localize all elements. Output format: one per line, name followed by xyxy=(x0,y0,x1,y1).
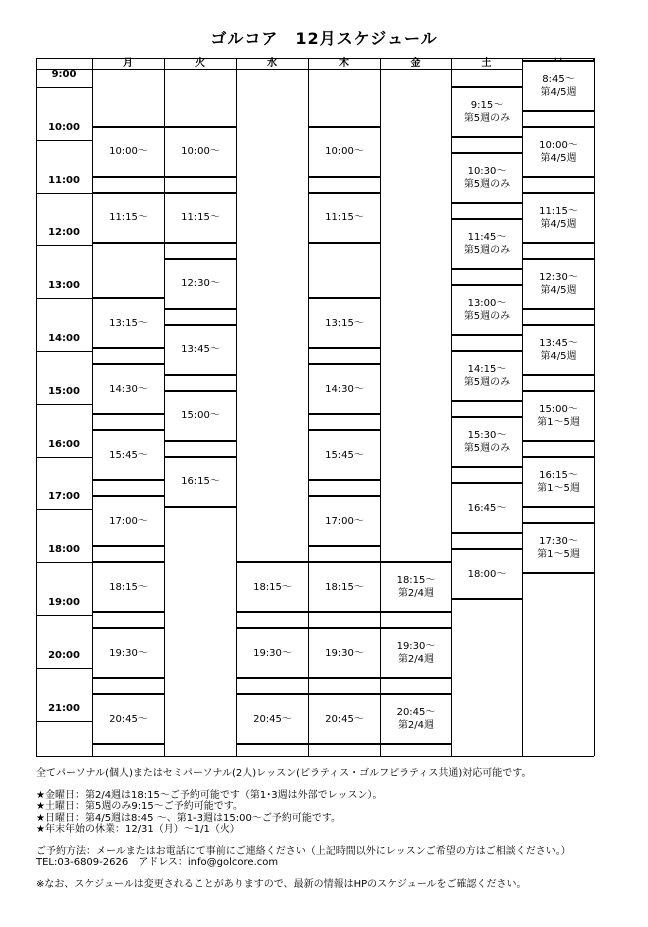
lesson-time: 19:30～ xyxy=(396,641,436,653)
time-label: 11:00 xyxy=(48,174,80,186)
lesson-time: 13:15～ xyxy=(325,317,364,329)
lesson-week-note: 第5週のみ xyxy=(463,245,511,257)
lesson-time: 16:45～ xyxy=(467,502,507,514)
hour-line xyxy=(36,193,92,194)
lesson-time: 15:30～ xyxy=(467,430,507,442)
day-header-wednesday: 水 xyxy=(267,58,277,69)
lesson-week-note: 第4/5週 xyxy=(540,86,577,98)
time-label: 16:00 xyxy=(48,438,80,450)
lesson-slot[interactable] xyxy=(92,495,165,547)
lesson-time: 11:15～ xyxy=(325,212,364,224)
lesson-time: 13:15～ xyxy=(109,317,148,329)
time-label: 14:00 xyxy=(48,333,80,344)
lesson-time: 10:30～ xyxy=(467,166,507,178)
lesson-slot[interactable] xyxy=(92,429,165,481)
lesson-slot[interactable] xyxy=(92,693,165,745)
lesson-slot[interactable] xyxy=(522,390,595,442)
page-title: ゴルコア 12月スケジュール xyxy=(210,29,438,48)
lesson-slot[interactable] xyxy=(164,258,237,310)
lesson-time: 15:00～ xyxy=(181,410,220,422)
lesson-slot[interactable] xyxy=(92,627,165,679)
time-label: 13:00 xyxy=(48,280,80,292)
hour-line xyxy=(36,245,92,246)
lesson-slot[interactable] xyxy=(451,86,523,138)
lesson-slot[interactable] xyxy=(92,192,165,244)
lesson-time: 18:15～ xyxy=(109,581,148,593)
lesson-slot[interactable] xyxy=(451,416,523,468)
lesson-slot[interactable] xyxy=(451,284,523,336)
lesson-time: 18:15～ xyxy=(325,581,364,593)
lesson-time: 13:00～ xyxy=(467,298,507,310)
lesson-slot[interactable] xyxy=(164,390,237,442)
lesson-time: 12:30～ xyxy=(181,278,220,290)
note-contact: TEL:03-6809-2626 アドレス：info@golcore.com xyxy=(36,857,279,868)
lesson-week-note: 第5週のみ xyxy=(463,377,511,389)
lesson-time: 10:00～ xyxy=(539,139,578,151)
day-header-monday: 月 xyxy=(123,58,133,69)
lesson-time: 16:15～ xyxy=(181,476,220,488)
lesson-slot[interactable] xyxy=(522,456,595,508)
time-label: 9:00 xyxy=(51,69,77,80)
lesson-time: 11:45～ xyxy=(467,232,507,244)
lesson-time: 15:45～ xyxy=(109,449,148,461)
day-header-friday: 金 xyxy=(410,58,421,69)
lesson-slot[interactable] xyxy=(522,522,595,574)
grid-bottom-border xyxy=(36,756,594,757)
lesson-week-note: 第5週のみ xyxy=(463,311,511,323)
lesson-time: 19:30～ xyxy=(253,647,292,659)
lesson-slot[interactable] xyxy=(92,561,165,613)
lesson-time: 16:15～ xyxy=(539,469,578,481)
lesson-slot[interactable] xyxy=(522,60,595,112)
lesson-slot[interactable] xyxy=(308,693,381,745)
lesson-week-note: 第1～5週 xyxy=(537,416,580,428)
time-label: 10:00 xyxy=(48,121,80,133)
lesson-time: 15:45～ xyxy=(325,449,364,461)
lesson-week-note: 第4/5週 xyxy=(540,284,577,296)
time-label: 20:00 xyxy=(48,649,80,661)
lesson-week-note: 第5週のみ xyxy=(463,443,511,455)
lesson-time: 14:30～ xyxy=(325,383,364,395)
lesson-week-note: 第2/4週 xyxy=(397,588,435,600)
lesson-slot[interactable] xyxy=(308,561,381,613)
lesson-time: 20:45～ xyxy=(109,713,148,725)
lesson-time: 11:15～ xyxy=(109,212,148,224)
lesson-time: 10:00～ xyxy=(325,146,364,158)
time-label: 18:00 xyxy=(48,544,80,556)
hour-line xyxy=(36,351,92,352)
hour-line xyxy=(36,562,92,563)
lesson-week-note: 第4/5週 xyxy=(540,218,577,230)
lesson-week-note: 第2/4週 xyxy=(397,654,435,666)
lesson-slot[interactable] xyxy=(522,324,595,376)
lesson-week-note: 第5週のみ xyxy=(463,113,511,125)
lesson-slot[interactable] xyxy=(164,456,237,508)
lesson-time: 17:30～ xyxy=(539,535,578,547)
lesson-week-note: 第4/5週 xyxy=(540,152,577,164)
lesson-time: 18:00～ xyxy=(467,568,507,580)
lesson-time: 17:00～ xyxy=(109,515,148,527)
hour-line xyxy=(36,404,92,405)
lesson-slot[interactable] xyxy=(522,258,595,310)
lesson-time: 19:30～ xyxy=(109,647,148,659)
lesson-slot[interactable] xyxy=(451,482,523,534)
lesson-slot[interactable] xyxy=(308,429,381,481)
lesson-slot[interactable] xyxy=(308,495,381,547)
lesson-time: 15:00～ xyxy=(539,403,578,415)
hour-line xyxy=(36,668,92,669)
lesson-slot[interactable] xyxy=(164,324,237,376)
lesson-slot[interactable] xyxy=(522,126,595,178)
day-header-tuesday: 火 xyxy=(195,58,205,69)
notes-section xyxy=(36,768,636,890)
time-label: 21:00 xyxy=(48,702,80,714)
lesson-slot[interactable] xyxy=(236,693,309,745)
lesson-week-note: 第1～5週 xyxy=(537,548,580,560)
lesson-slot[interactable] xyxy=(92,363,165,415)
lesson-time: 20:45～ xyxy=(325,713,364,725)
note-sunday: ★日曜日：第4/5週は8:45 ～、第1-3週は15:00～ご予約可能です。 xyxy=(36,812,342,824)
hour-line xyxy=(36,298,92,299)
lesson-time: 12:30～ xyxy=(539,271,578,283)
lesson-slot[interactable] xyxy=(380,693,452,745)
lesson-time: 14:15～ xyxy=(467,364,507,376)
time-label: 12:00 xyxy=(48,227,80,239)
lesson-slot[interactable] xyxy=(522,192,595,244)
lesson-time: 10:00～ xyxy=(181,146,220,158)
hour-line xyxy=(36,87,92,88)
lesson-time: 14:30～ xyxy=(109,383,148,395)
time-label: 19:00 xyxy=(48,597,80,608)
lesson-slot[interactable] xyxy=(308,627,381,679)
lesson-time: 11:15～ xyxy=(539,205,578,217)
hour-line xyxy=(36,721,92,722)
lesson-slot[interactable] xyxy=(451,218,523,270)
hour-line xyxy=(36,509,92,510)
lesson-slot[interactable] xyxy=(236,561,309,613)
time-label: 15:00 xyxy=(48,385,80,397)
lesson-slot[interactable] xyxy=(308,363,381,415)
lesson-time: 19:30～ xyxy=(325,647,364,659)
hour-line xyxy=(36,615,92,616)
note-reservation: ご予約方法：メールまたはお電話にて事前にご連絡ください（上記時間以外にレッスンご希望の方はご相談ください。） xyxy=(36,845,571,857)
day-header-saturday: 土 xyxy=(481,58,492,69)
lesson-slot[interactable] xyxy=(380,561,452,613)
lesson-time: 13:45～ xyxy=(181,344,220,356)
note-holiday: ★年末年始の休業：12/31（月）～1/1（火） xyxy=(36,824,240,835)
lesson-time: 17:00～ xyxy=(325,515,364,527)
lesson-time: 11:15～ xyxy=(181,212,220,224)
lesson-slot[interactable] xyxy=(164,192,237,244)
hour-line xyxy=(36,140,92,141)
lesson-time: 20:45～ xyxy=(396,707,436,719)
note-general: 全てパーソナル(個人)またはセミパーソナル(2人)レッスン(ピラティス・ゴルフピラティス共通)対応可能です。 xyxy=(36,768,532,779)
time-label: 17:00 xyxy=(48,491,80,503)
schedule-grid xyxy=(36,58,594,758)
day-header-thursday: 木 xyxy=(339,58,349,69)
lesson-slot[interactable] xyxy=(92,297,165,349)
hour-line xyxy=(36,457,92,458)
lesson-slot[interactable] xyxy=(451,350,523,402)
lesson-slot[interactable] xyxy=(308,192,381,244)
lesson-slot[interactable] xyxy=(92,126,165,178)
lesson-week-note: 第4/5週 xyxy=(540,350,577,362)
lesson-slot[interactable] xyxy=(451,548,523,600)
lesson-time: 20:45～ xyxy=(253,713,292,725)
lesson-time: 8:45～ xyxy=(542,73,575,85)
lesson-slot[interactable] xyxy=(236,627,309,679)
lesson-time: 18:15～ xyxy=(253,581,292,593)
lesson-time: 9:15～ xyxy=(470,100,504,112)
lesson-week-note: 第5週のみ xyxy=(463,179,511,191)
lesson-time: 18:15～ xyxy=(396,575,436,587)
lesson-week-note: 第2/4週 xyxy=(397,720,435,732)
lesson-slot[interactable] xyxy=(380,627,452,679)
lesson-time: 10:00～ xyxy=(109,146,148,158)
lesson-time: 13:45～ xyxy=(539,337,578,349)
note-friday: ★金曜日：第2/4週は18:15～ご予約可能です（第1･3週は外部でレッスン）。 xyxy=(36,789,383,801)
note-disclaimer: ※なお、スケジュールは変更されることがありますので、最新の情報はHPのスケジュールをご確認ください。 xyxy=(36,878,527,890)
lesson-week-note: 第1～5週 xyxy=(537,482,580,494)
lesson-slot[interactable] xyxy=(164,126,237,178)
lesson-slot[interactable] xyxy=(451,152,523,204)
lesson-slot[interactable] xyxy=(308,297,381,349)
note-saturday: ★土曜日：第5週のみ9:15～ご予約可能です。 xyxy=(36,801,243,812)
lesson-slot[interactable] xyxy=(308,126,381,178)
